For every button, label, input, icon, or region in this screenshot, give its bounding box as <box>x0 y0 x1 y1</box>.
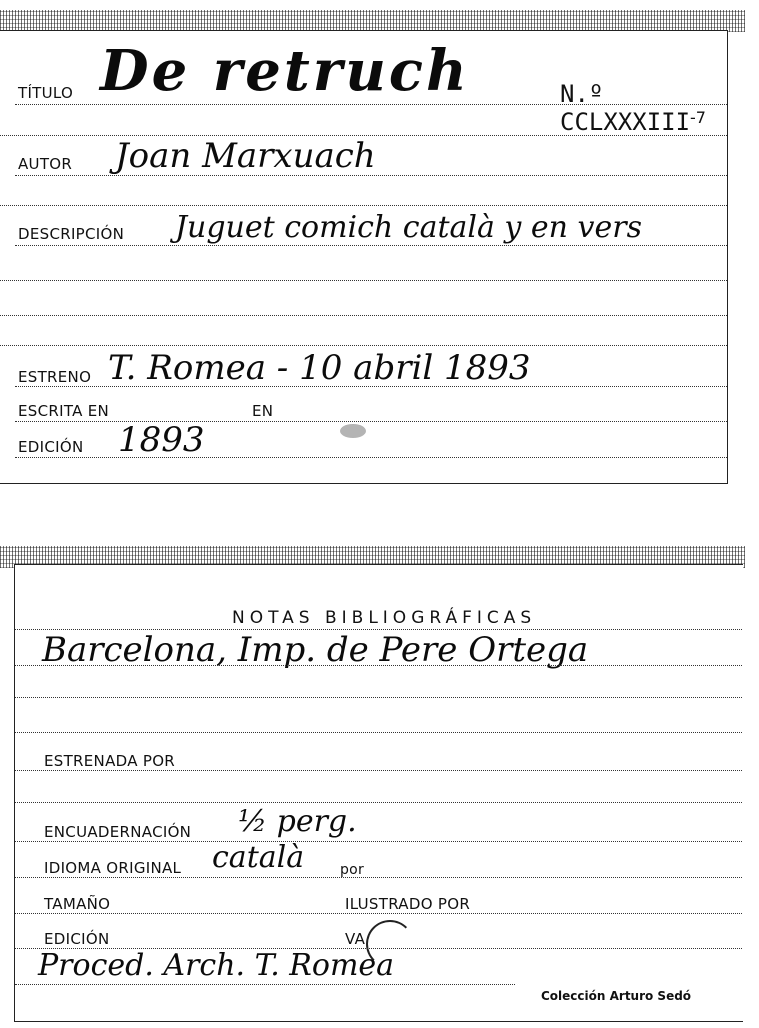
rule <box>15 386 727 387</box>
rule <box>15 802 742 803</box>
tamano-label: TAMAÑO <box>44 895 111 913</box>
card-number-sub: -7 <box>690 108 706 127</box>
rule <box>0 345 727 346</box>
descripcion-label: DESCRIPCIÓN <box>18 225 125 243</box>
titulo-label: TÍTULO <box>18 84 74 102</box>
rule <box>15 732 742 733</box>
idioma-original-label: IDIOMA ORIGINAL <box>44 859 182 877</box>
notas-line-1: Barcelona, Imp. de Pere Ortega <box>42 630 589 670</box>
en-label: EN <box>252 402 274 420</box>
edicion-label: EDICIÓN <box>18 438 84 456</box>
ink-smudge <box>340 424 366 438</box>
titulo-value: De retruch <box>100 38 470 104</box>
rule <box>15 697 742 698</box>
idioma-original-value: català <box>212 840 305 875</box>
estreno-label: ESTRENO <box>18 368 92 386</box>
card-top-edge <box>0 10 745 32</box>
catalog-card-back <box>0 540 745 1020</box>
por-label: por <box>340 862 365 878</box>
rule <box>0 205 727 206</box>
descripcion-value: Juguet comich català y en vers <box>175 210 642 245</box>
encuadernacion-label: ENCUADERNACIÓN <box>44 823 192 841</box>
encuadernacion-value: ½ perg. <box>238 804 357 839</box>
rule <box>15 104 727 105</box>
estrenada-por-label: ESTRENADA POR <box>44 752 176 770</box>
collection-footer: Colección Arturo Sedó <box>541 989 692 1003</box>
rule <box>15 665 742 666</box>
escrita-en-label: ESCRITA EN <box>18 402 110 420</box>
rule <box>15 770 742 771</box>
ilustrado-por-label: ILUSTRADO POR <box>345 895 471 913</box>
rule <box>0 280 727 281</box>
rule <box>0 315 727 316</box>
rule <box>15 245 727 246</box>
rule <box>15 175 727 176</box>
edicion-label-2: EDICIÓN <box>44 930 110 948</box>
rule <box>15 877 742 878</box>
autor-value: Joan Marxuach <box>115 136 376 176</box>
card-number: N.º CCLXXXIII <box>560 80 691 136</box>
rule <box>15 984 515 985</box>
rule <box>15 913 742 914</box>
va-label: VA <box>345 930 366 948</box>
rule <box>15 841 742 842</box>
procedencia-value: Proced. Arch. T. Romea <box>38 948 395 983</box>
rule <box>15 457 727 458</box>
edicion-value: 1893 <box>118 420 205 460</box>
notas-heading: NOTAS BIBLIOGRÁFICAS <box>232 608 537 628</box>
catalog-card-front <box>0 0 745 492</box>
estreno-value: T. Romea - 10 abril 1893 <box>108 348 531 388</box>
autor-label: AUTOR <box>18 155 73 173</box>
